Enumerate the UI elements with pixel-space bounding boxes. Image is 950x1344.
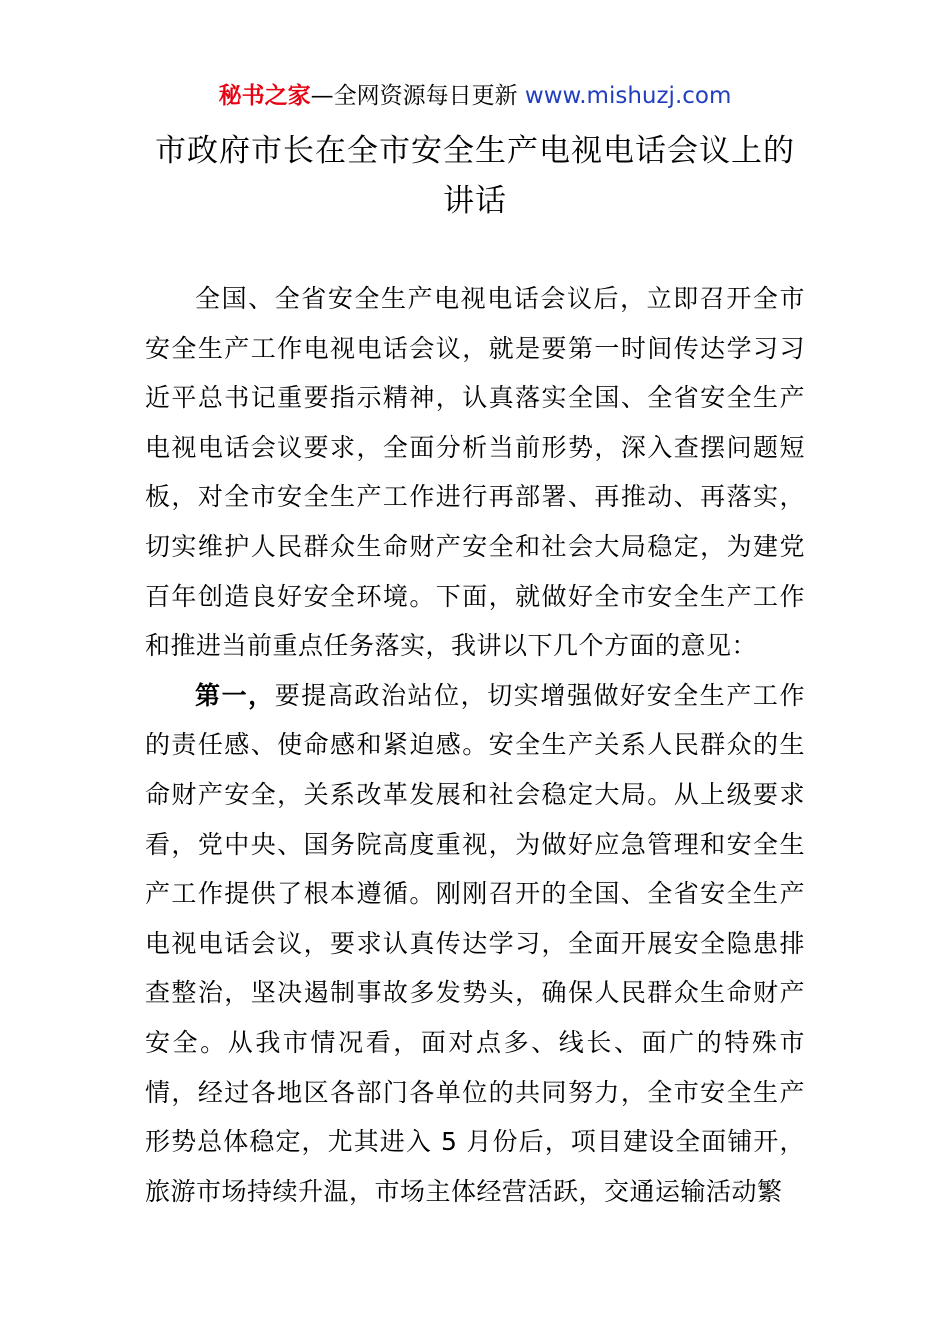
- paragraph-point-one-text: 要提高政治站位，切实增强做好安全生产工作的责任感、使命感和紧迫感。安全生产关系人民群众的生命财产安全，关系改革发展和社会稳定大局。从上级要求看，党中央、国务院高度重视，为做好应急管理和安全生产工作提供了根本遵循。刚刚召开的全国、全省安全生产电视电话会议，要求认真传达学习，全面开展安全隐患排查整治，坚决遏制事故多发势头，确保人民群众生命财产安全。从我市情况看，面对点多、线长、面广的特殊市情，经过各地区各部门各单位的共同努力，全市安全生产形势总体稳定，尤其进入 5 月份后，项目建设全面铺开，旅游市场持续升温，市场主体经营活跃，交通运输活动繁: [145, 680, 805, 1206]
- site-brand-name: 秘书之家: [218, 83, 311, 109]
- paragraph-intro-text: 全国、全省安全生产电视电话会议后，立即召开全市安全生产工作电视电话会议，就是要第一时间传达学习习近平总书记重要指示精神，认真落实全国、全省安全生产电视电话会议要求，全面分析当前形势，深入查摆问题短板，对全市安全生产工作进行再部署、再推动、再落实，切实维护人民群众生命财产安全和社会大局稳定，为建党百年创造良好安全环境。下面，就做好全市安全生产工作和推进当前重点任务落实，我讲以下几个方面的意见：: [145, 284, 805, 661]
- site-banner: [0, 80, 950, 112]
- paragraph-point-one-lead: 第一，: [195, 680, 275, 710]
- site-url-link[interactable]: www.mishuzj.com: [524, 83, 732, 109]
- document-title-line-2: 讲话: [443, 183, 507, 219]
- paragraph-point-one: [145, 671, 805, 1217]
- document-title: [120, 126, 830, 226]
- paragraph-intro: [145, 274, 805, 671]
- document-title-line-1: 市政府市长在全市安全生产电视电话会议上的: [155, 133, 795, 169]
- document-body: [145, 274, 805, 1216]
- site-slogan: —全网资源每日更新: [310, 83, 525, 109]
